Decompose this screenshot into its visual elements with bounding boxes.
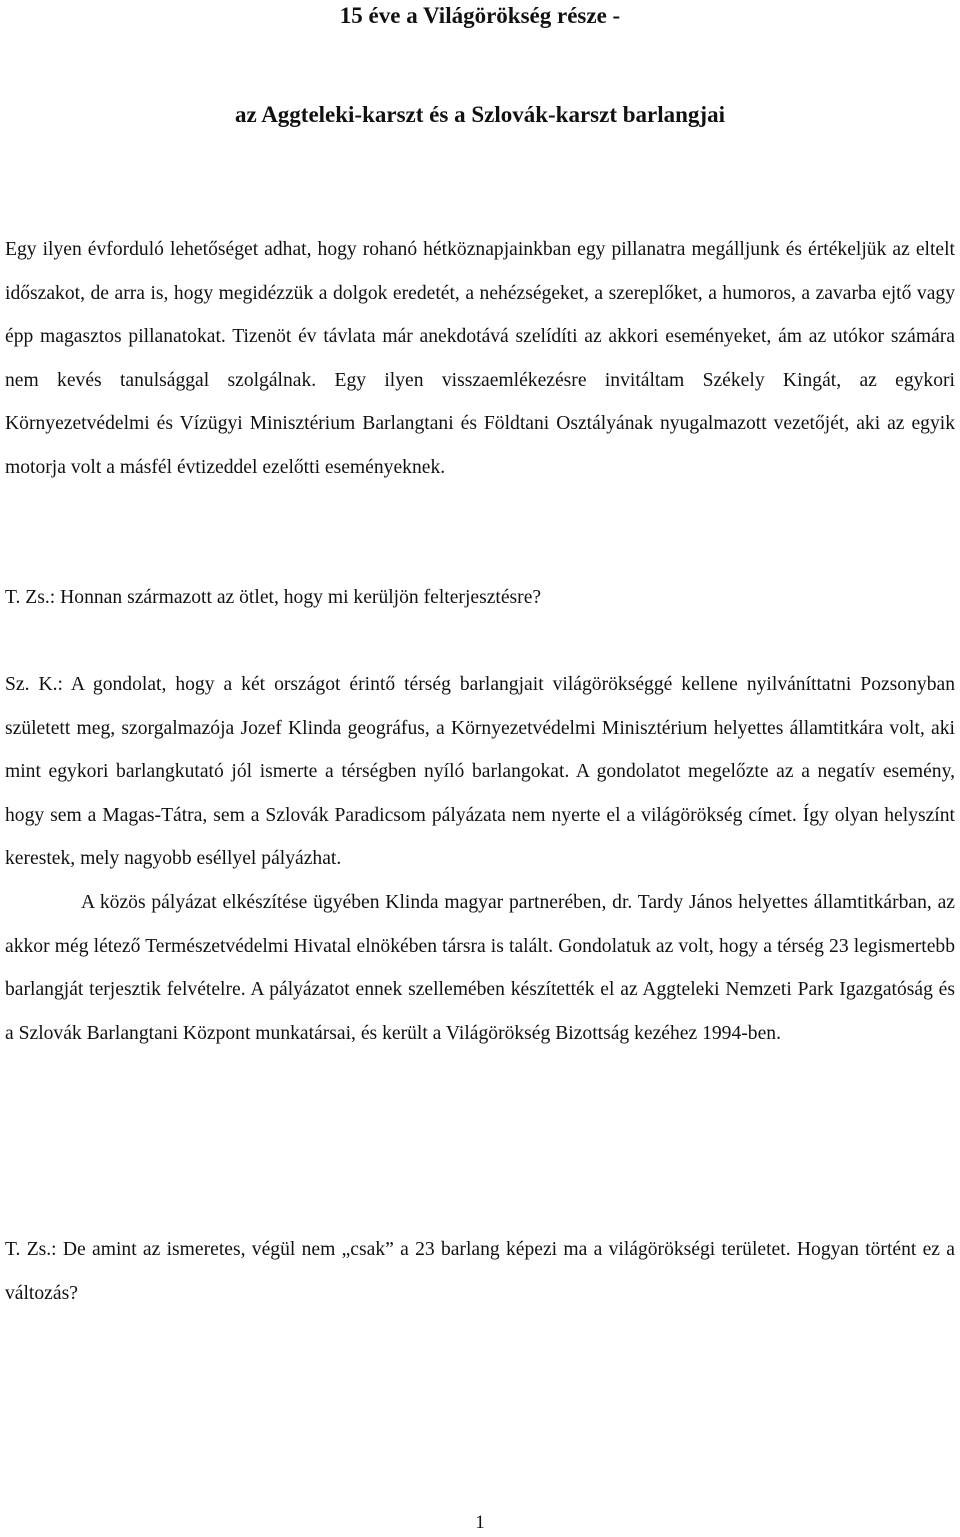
title-line-1: 15 éve a Világörökség része -: [339, 3, 621, 28]
answer-1-paragraph-2: A közös pályázat elkészítése ügyében Klinda magyar partnerében, dr. Tardy János helyettes államtitkárban, az akkor még létező Természetvédelmi Hivatal elnökében társra is talált. Gondolatuk az volt, hogy a térség 23 legismertebb barlangját terjesztik felvételre. A pályázatot ennek szellemében készítették el az Aggteleki Nemzeti Park Igazgatóság és a Szlovák Barlangtani Központ munkatársai, és került a Világörökség Bizottság kezéhez 1994-ben.: [5, 891, 955, 1044]
title-line-2: az Aggteleki-karszt és a Szlovák-karszt barlangjai: [235, 102, 725, 127]
page-number: 1: [475, 1512, 485, 1533]
answer-1-paragraph-1: Sz. K.: A gondolat, hogy a két országot érintő térség barlangjait világörökséggé kellene nyilváníttatni Pozsonyban született meg, szorgalmazója Jozef Klinda geográfus, a Környezetvédelmi Minisztérium helyettes államtitkára volt, aki mint egykori barlangkutató jól ismerte a térségben nyíló barlangokat. A gondolatot megelőzte az a negatív esemény, hogy sem a Magas-Tátra, sem a Szlovák Paradicsom pályázata nem nyerte el a világörökség címet. Így olyan helyszínt kerestek, mely nagyobb eséllyel pályázhat.: [5, 674, 955, 870]
answer-1: [5, 663, 955, 1055]
intro-paragraph: Egy ilyen évforduló lehetőséget adhat, hogy rohanó hétköznapjainkban egy pillanatra megálljunk és értékeljük az eltelt időszakot, de arra is, hogy megidézzük a dolgok eredetét, a nehézségeket, a szereplőket, a humoros, a zavarba ejtő vagy épp magasztos pillanatokat. Tizenöt év távlata már anekdotává szelídíti az akkori eseményeket, ám az utókor számára nem kevés tanulsággal szolgálnak. Egy ilyen visszaemlékezésre invitáltam Székely Kingát, az egykori Környezetvédelmi és Vízügyi Minisztérium Barlangtani és Földtani Osztályának nyugalmazott vezetőjét, aki az egyik motorja volt a másfél évtizeddel ezelőtti eseményeknek.: [5, 239, 955, 478]
question-2: T. Zs.: De amint az ismeretes, végül nem „csak” a 23 barlang képezi ma a világörökségi területet. Hogyan történt ez a változás?: [5, 1239, 955, 1304]
question-1: T. Zs.: Honnan származott az ötlet, hogy mi kerüljön felterjesztésre?: [5, 587, 542, 608]
